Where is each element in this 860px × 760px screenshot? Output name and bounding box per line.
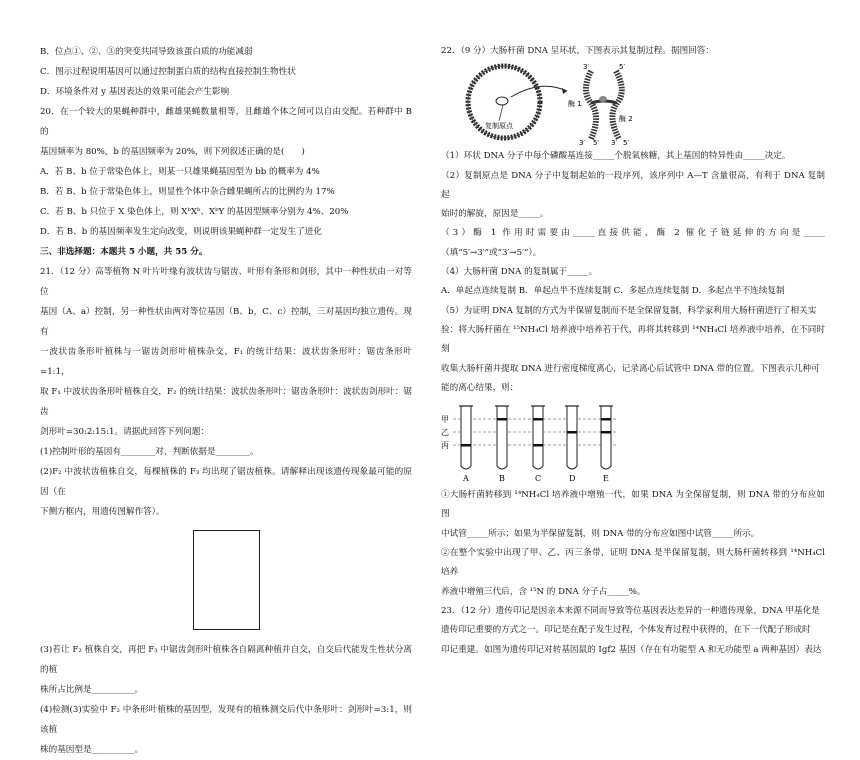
sub-question-5-2: ②在整个实验中出现了甲、乙、丙三条带，证明 DNA 是半保留复制，则大肠杆菌转移到 ¹⁴NH₄Cl 培养 <box>441 548 825 578</box>
option-a: A．若 B、b 位于常染色体上，则某一只雄果蝇基因型为 bb 的概率为 4% <box>40 167 320 177</box>
text-line: 基因（A、a）控制，另一种性状由两对等位基因（B、b，C、c）控制，三对基因均独立遗传。现有 <box>40 307 412 337</box>
centrifuge-tubes-figure <box>441 400 825 484</box>
sub-question-2: 下侧方框内，用遗传图解作答）。 <box>40 507 165 517</box>
tube-label: A <box>463 474 469 484</box>
end-label: 3′ <box>611 139 618 148</box>
option-d: D．若 B、b 的基因频率发生定向改变，则说明该果蝇种群一定发生了进化 <box>40 227 322 237</box>
text-line: 取 F₁ 中波状齿条形叶植株自交，F₂ 的统计结果：波状齿条形叶：锯齿条形叶：波状齿剑形叶：锯齿 <box>40 387 412 417</box>
text-line: 一波状齿条形叶植株与一锯齿剑形叶植株杂交，F₁ 的统计结果：波状齿条形叶：锯齿条形叶=1:1， <box>40 347 412 377</box>
question-20-stem: 20．在一个较大的果蝇种群中，雌雄果蝇数量相等，且雌雄个体之间可以自由交配。若种群中 B 的 <box>40 107 412 137</box>
tube-label: E <box>603 474 609 484</box>
question-22-stem: 22．（9 分）大肠杆菌 DNA 呈环状，下图表示其复制过程。据图回答： <box>441 46 714 56</box>
sub-question-5: 验：将大肠杆菌在 ¹⁵NH₄Cl 培养液中培养若干代，再将其转移到 ¹⁴NH₄Cl 培养液中培养，在不同时刻 <box>441 324 825 355</box>
text-line: D．环境条件对 y 基因表达的效果可能会产生影响 <box>40 87 230 97</box>
end-label: 5′ <box>593 139 600 148</box>
q19-options-and-q20 <box>40 42 412 242</box>
question-21 <box>40 262 412 760</box>
row-label-yi: 乙 <box>441 428 449 438</box>
end-label: 3′ <box>579 139 586 148</box>
sub-question-3: (3)若让 F₂ 植株自交，再把 F₃ 中锯齿剑形叶植株各自隔离种植并自交，自交后代能发生性状分离的植 <box>40 645 412 675</box>
sub-question-5-1: 中试管_____所示；如果为半保留复制，则 DNA 带的分布应如图中试管_____所示。 <box>441 528 760 539</box>
tube-label: D <box>569 474 576 484</box>
question-20-stem: 基因频率为 80%，b 的基因频率为 20%，则下列叙述正确的是( ) <box>40 147 305 157</box>
dna-figure-svg <box>441 61 825 147</box>
row-label-bing: 丙 <box>441 441 449 451</box>
tube-b <box>495 406 509 469</box>
sub-question-3: 株所占比例是__________。 <box>40 685 144 695</box>
sub-question-4-options: A．单起点连续复制 B．单起点半不连续复制 C．多起点连续复制 D．多起点半不连续复制 <box>441 286 785 297</box>
tube-a <box>459 406 473 469</box>
sub-question-5: （5）为证明 DNA 复制的方式为半保留复制而不是全保留复制，科学家利用大肠杆菌进行了相关实 <box>441 305 817 316</box>
sub-question-3: （3）酶 1 作用时需要由_____直接供能，酶 2 催化子链延伸的方向是_____（填“5′→3′”或“3′→5′”）。 <box>441 228 825 258</box>
enzyme1-label: 酶 1 <box>568 100 582 109</box>
row-label-jia: 甲 <box>441 415 449 425</box>
question-23-stem: 遗传印记重要的方式之一。印记是在配子发生过程，个体发育过程中获得的，在下一代配子形成时 <box>441 625 811 636</box>
left-column <box>40 42 412 760</box>
tube-label: C <box>535 474 542 484</box>
right-column <box>441 42 825 660</box>
text-line: C．图示过程说明基因可以通过控制蛋白质的结构直接控制生物性状 <box>40 67 296 77</box>
sub-question-2: （2）复制原点是 DNA 分子中复制起始的一段序列，该序列中 A—T 含量很高，有利于 DNA 复制起 <box>441 170 825 200</box>
sub-question-5-2: 养液中增殖三代后，含 ¹⁵N 的 DNA 分子占_____%。 <box>441 586 646 597</box>
tube-d <box>565 406 579 469</box>
sub-question-2: (2)F₂ 中波状齿植株自交，每棵植株的 F₃ 均出现了锯齿植株。请解释出现该遗传现象最可能的原因（在 <box>40 467 412 497</box>
sub-question-4: (4)检测(3)实验中 F₂ 中条形叶植株的基因型，发现有的植株测交后代中条形叶：剑形叶=3:1，则该植 <box>40 705 412 735</box>
text-line: B．位点①、②、③的突变共同导致该蛋白质的功能减弱 <box>40 47 253 57</box>
tube-e <box>599 406 613 469</box>
sub-question-5: 能的离心结果，则： <box>441 382 519 393</box>
question-23-stem: 23．（12 分）遗传印记是因亲本来源不同而导致等位基因表达差异的一种遗传现象，DNA 甲基化是 <box>441 605 820 616</box>
tubes-svg <box>441 400 825 484</box>
question-23-stem: 印记重建。如图为遗传印记对转基因鼠的 Igf2 基因（存在有功能型 A 和无功能型 a 两种基因）表达 <box>441 644 822 655</box>
end-label: 5′ <box>619 63 626 72</box>
text-line: 剑形叶=30:2:15:1。请据此回答下列问题： <box>40 427 210 437</box>
origin-label: 复制原点 <box>485 122 513 131</box>
end-label: 5′ <box>623 139 630 148</box>
option-c: C．若 B、b 只位于 X 染色体上，则 XᵇXᵇ、XᵇY 的基因型频率分别为 4%、20% <box>40 207 349 217</box>
sub-question-4: 株的基因型是__________。 <box>40 745 144 755</box>
tube-c <box>531 406 545 469</box>
sub-question-2: 始时的解旋，原因是_____。 <box>441 209 549 220</box>
dna-replication-figure <box>441 61 825 147</box>
sub-question-5: 收集大肠杆菌并提取 DNA 进行密度梯度离心，记录离心后试管中 DNA 带的位置。下图表示几种可 <box>441 363 820 374</box>
sub-question-5-1: ①大肠杆菌转移到 ¹⁴NH₄Cl 培养液中增殖一代，如果 DNA 为全保留复制，则 DNA 带的分布应如图 <box>441 490 825 520</box>
replication-fork-icon <box>586 71 622 139</box>
sub-question-4: （4）大肠杆菌 DNA 的复制属于_____。 <box>441 267 598 278</box>
sub-question-1: (1)控制叶形的基因有________对，判断依据是________。 <box>40 447 259 457</box>
tube-label: B <box>499 474 505 484</box>
section-title: 三、非选择题：本题共 5 小题，共 55 分。 <box>40 247 208 257</box>
answer-box <box>193 530 260 630</box>
sub-question-1: （1）环状 DNA 分子中每个磷酸基连接_____个脱氧核糖，其上基因的特异性由_____决定。 <box>441 151 791 162</box>
enzyme2-label: 酶 2 <box>619 115 633 124</box>
end-label: 3′ <box>583 63 590 72</box>
text-line: 21．（12 分）高等植物 N 叶片叶缘有波状齿与锯齿、叶形有条形和剑形，其中一种性状由一对等位 <box>40 267 412 297</box>
option-b: B．若 B、b 位于常染色体上，则显性个体中杂合雌果蝇所占的比例约为 17% <box>40 187 335 197</box>
